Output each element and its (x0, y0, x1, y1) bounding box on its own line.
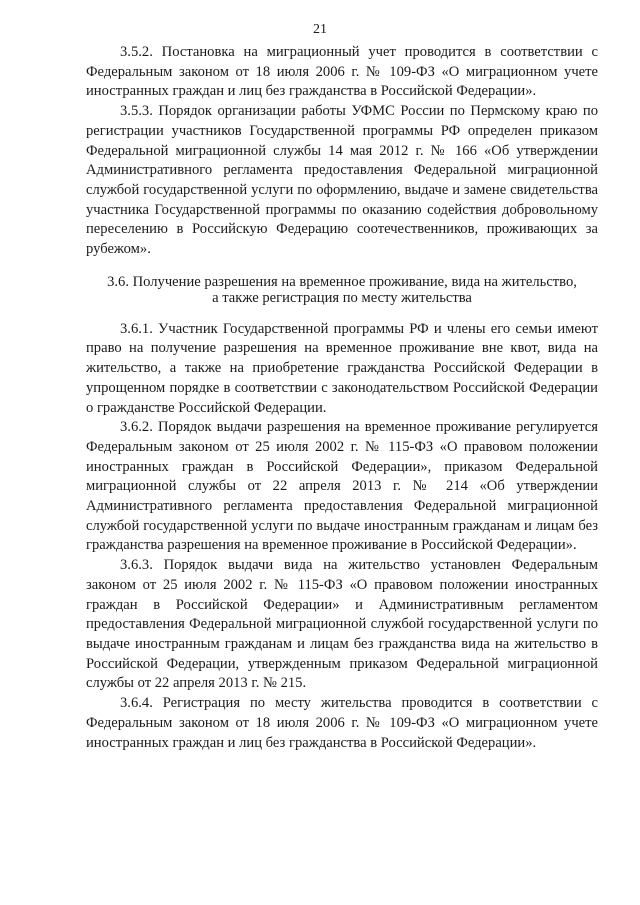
paragraph-text: Порядок выдачи разрешения на временное проживание регулируется Федеральным законом от 25 июля 2002 г. № 115-ФЗ «О правовом положении иностранных граждан в Российской Федерации», приказом Федеральной миграционной службы от 22 апреля 2013 г. № 214 «Об утверждении Административного регламента предоставления Федеральной миграционной службой государственной услуги по выдаче иностранным гражданам и лицам без гражданства разрешения на временное проживание в Российской Федерации». (86, 419, 598, 554)
paragraph-number: 3.6.4. (120, 695, 153, 712)
paragraph-text: Участник Государственной программы РФ и члены его семьи имеют право на получение разрешения на временное проживание вне квот, вида на жительство, а также на приобретение гражданства Российской Федерации в упрощенном порядке в соответствии с законодательством Российской Федерации о гражданстве Российской Федерации. (86, 320, 598, 416)
document-body (86, 43, 598, 753)
paragraph-number: 3.6.2. (120, 419, 153, 436)
paragraph-3-5-2 (86, 43, 598, 102)
paragraph-3-5-3 (86, 102, 598, 260)
paragraph-3-6-4 (86, 694, 598, 753)
paragraph-3-6-3 (86, 556, 598, 694)
paragraph-number: 3.5.3. (120, 103, 153, 120)
paragraph-number: 3.6.1. (120, 320, 153, 337)
paragraph-text: Регистрация по месту жительства проводится в соответствии с Федеральным законом от 18 июля 2006 г. № 109-ФЗ «О миграционном учете иностранных граждан и лиц без гражданства в Российской Федерации». (86, 695, 598, 751)
paragraph-number: 3.5.2. (120, 44, 153, 60)
paragraph-text: Постановка на миграционный учет проводится в соответствии с Федеральным законом от 18 июля 2006 г. № 109-ФЗ «О миграционном учете иностранных граждан и лиц без гражданства в Российской Федерации». (86, 44, 598, 100)
paragraph-3-6-2 (86, 418, 598, 556)
section-heading-line-1: 3.6. Получение разрешения на временное проживание, вида на жительство, (107, 273, 577, 290)
paragraph-text: Порядок выдачи вида на жительство установлен Федеральным законом от 25 июля 2002 г. № 115-ФЗ «О правовом положении иностранных граждан в Российской Федерации» и Административным регламентом предоставления Федеральной миграционной службой государственной услуги по выдаче иностранным гражданам и лицам без гражданства вида на жительство в Российской Федерации, утвержденным приказом Федеральной миграционной службы от 22 апреля 2013 г. № 215. (86, 557, 598, 692)
section-heading (86, 274, 598, 306)
paragraph-text: Порядок организации работы УФМС России по Пермскому краю по регистрации участников Государственной программы РФ определен приказом Федеральной миграционной службы 14 мая 2012 г. № 166 «Об утверждении Административного регламента предоставления Федеральной миграционной службой государственной услуги по оформлению, выдаче и замене свидетельства участника Государственной программы по оказанию содействия добровольному переселению в Российскую Федерацию соотечественников, проживающих за рубежом». (86, 103, 598, 258)
paragraph-number: 3.6.3. (120, 557, 153, 574)
paragraph-3-6-1 (86, 320, 598, 419)
page-number: 21 (313, 22, 327, 37)
section-heading-line-2: а также регистрация по месту жительства (212, 289, 472, 306)
